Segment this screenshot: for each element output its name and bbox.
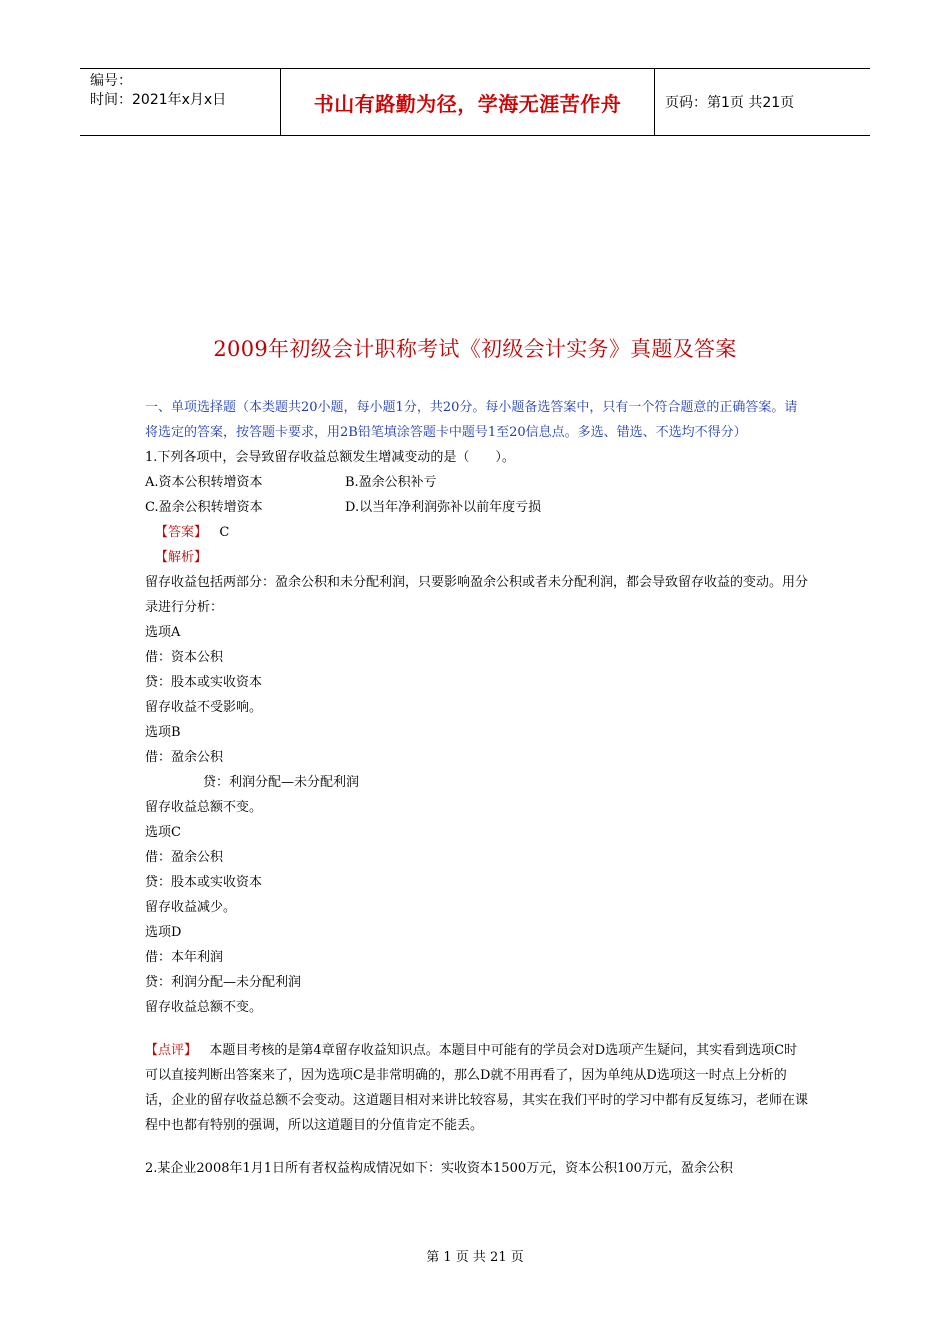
question-1-stem: 1.下列各项中，会导致留存收益总额发生增减变动的是（ ）。 bbox=[145, 450, 515, 465]
analysis-line: 留存收益减少。 bbox=[145, 900, 237, 915]
answer-value: C bbox=[219, 525, 230, 540]
analysis-line: 借：本年利润 bbox=[145, 950, 224, 965]
header-table bbox=[80, 68, 870, 136]
analysis-line: 借：盈余公积 bbox=[145, 750, 224, 765]
analysis-line: 留存收益总额不变。 bbox=[145, 800, 263, 815]
options-row-cd bbox=[145, 495, 810, 520]
analysis-line: 留存收益不受影响。 bbox=[145, 700, 263, 715]
time-label: 时间：2021年x月x日 bbox=[90, 92, 227, 108]
analysis-line: 贷：利润分配—未分配利润 bbox=[203, 775, 360, 790]
spacer bbox=[145, 1138, 810, 1156]
answer-label: 【答案】 bbox=[155, 525, 208, 540]
analysis-text: 留存收益包括两部分：盈余公积和未分配利润，只要影响盈余公积或者未分配利润，都会导致留存收益的变动。用分录进行分析： bbox=[145, 575, 809, 615]
option-d: D.以当年净利润弥补以前年度亏损 bbox=[345, 500, 542, 515]
analysis-line: 选项D bbox=[145, 925, 182, 940]
header-motto-cell bbox=[281, 69, 655, 135]
analysis-line: 借：盈余公积 bbox=[145, 850, 224, 865]
number-label: 编号： bbox=[90, 73, 132, 89]
question-2-stem: 2.某企业2008年1月1日所有者权益构成情况如下：实收资本1500万元，资本公积100万元，盈余公积 bbox=[145, 1161, 733, 1176]
options-row-ab bbox=[145, 470, 810, 495]
motto: 书山有路勤为径，学海无涯苦作舟 bbox=[313, 91, 622, 116]
review-paragraph bbox=[145, 1038, 810, 1138]
option-b: B.盈余公积补亏 bbox=[345, 475, 437, 490]
analysis-line: 贷：利润分配—未分配利润 bbox=[145, 975, 302, 990]
analysis-label: 【解析】 bbox=[155, 550, 208, 565]
section-intro: 一、单项选择题（本类题共20小题，每小题1分，共20分。每小题备选答案中，只有一个符合题意的正确答案。请将选定的答案，按答题卡要求，用2B铅笔填涂答题卡中题号1至20信息点。多选、错选、不选均不得分） bbox=[145, 400, 798, 440]
analysis-line: 选项C bbox=[145, 825, 181, 840]
analysis-line: 贷：股本或实收资本 bbox=[145, 675, 263, 690]
analysis-line: 贷：股本或实收资本 bbox=[145, 875, 263, 890]
analysis-line: 留存收益总额不变。 bbox=[145, 1000, 263, 1015]
spacer bbox=[145, 1020, 810, 1038]
analysis-line: 选项B bbox=[145, 725, 181, 740]
analysis-line: 借：资本公积 bbox=[145, 650, 224, 665]
page-footer: 第 1 页 共 21 页 bbox=[426, 1250, 524, 1265]
review-text: 本题目考核的是第4章留存收益知识点。本题目中可能有的学员会对D选项产生疑问，其实看到选项C时可以直接判断出答案来了，因为选项C是非常明确的，那么D就不用再看了，因为单纯从D选项这一时点上分析的话，企业的留存收益总额不会变动。这道题目相对来讲比较容易，其实在我们平时的学习中都有反复练习，老师在课程中也都有特别的强调，所以这道题目的分值肯定不能丢。 bbox=[145, 1043, 809, 1133]
header-meta bbox=[80, 69, 281, 135]
option-a: A.资本公积转增资本 bbox=[145, 475, 263, 490]
page-info: 页码：第1页 共21页 bbox=[665, 95, 795, 111]
option-c: C.盈余公积转增资本 bbox=[145, 500, 263, 515]
document-body bbox=[145, 395, 810, 1181]
review-label: 【点评】 bbox=[145, 1043, 198, 1058]
document-title: 2009年初级会计职称考试《初级会计实务》真题及答案 bbox=[213, 337, 737, 361]
answer-line bbox=[145, 520, 810, 545]
analysis-line: 选项A bbox=[145, 625, 181, 640]
